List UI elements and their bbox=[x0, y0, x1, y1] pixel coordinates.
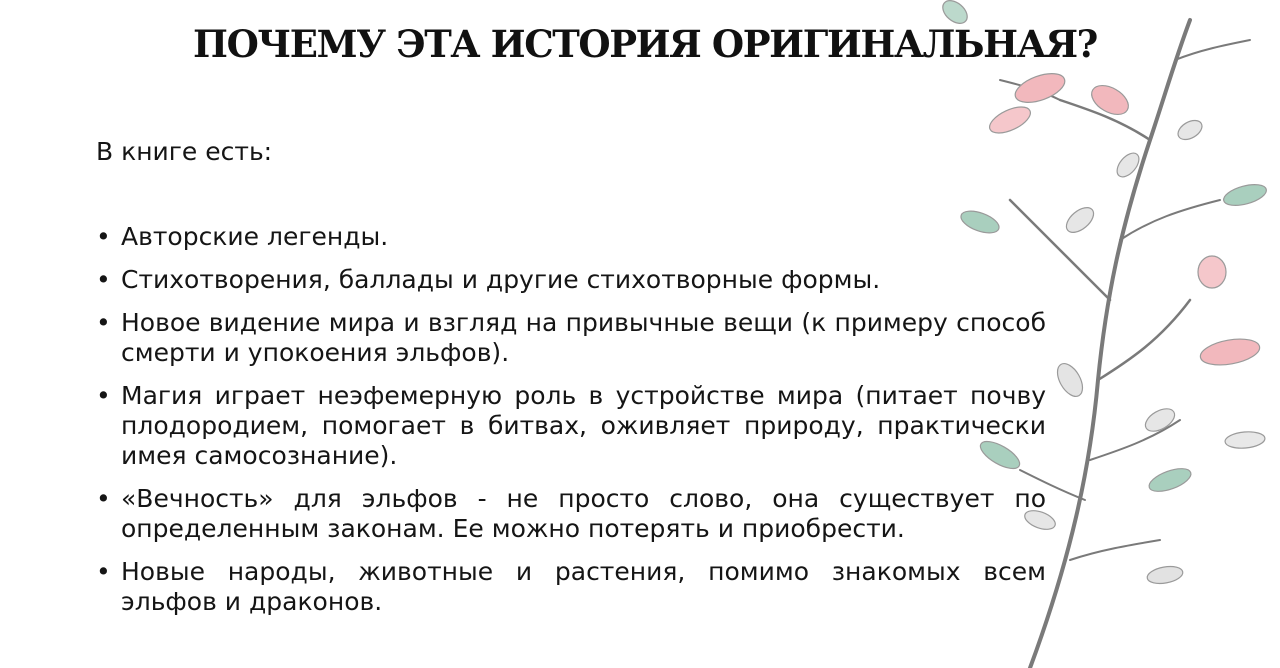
bullet-text: Новые народы, животные и растения, помимо знакомых всем эльфов и драконов. bbox=[121, 557, 1046, 616]
bullet-item bbox=[96, 484, 1046, 544]
bullet-marker: • bbox=[96, 484, 111, 513]
intro-text: В книге есть: bbox=[96, 137, 273, 166]
bullet-item bbox=[96, 222, 1046, 252]
bullet-text: Новое видение мира и взгляд на привычные вещи (к примеру способ смерти и упокоения эльфов). bbox=[121, 308, 1046, 367]
bullet-marker: • bbox=[96, 222, 111, 251]
bullet-text: «Вечность» для эльфов - не просто слово, она существует по определенным законам. Ее можно потерять и приобрести. bbox=[121, 484, 1046, 543]
bullet-text: Авторские легенды. bbox=[121, 222, 389, 251]
bullet-list bbox=[96, 222, 1046, 630]
bullet-marker: • bbox=[96, 265, 111, 294]
bullet-text: Магия играет неэфемерную роль в устройстве мира (питает почву плодородием, помогает в битвах, оживляет природу, практически имея самосознание). bbox=[121, 381, 1046, 470]
bullet-item bbox=[96, 265, 1046, 295]
bullet-text: Стихотворения, баллады и другие стихотворные формы. bbox=[121, 265, 881, 294]
bullet-marker: • bbox=[96, 381, 111, 410]
bullet-item bbox=[96, 557, 1046, 617]
slide-title: ПОЧЕМУ ЭТА ИСТОРИЯ ОРИГИНАЛЬНАЯ? bbox=[193, 22, 1097, 66]
bullet-item bbox=[96, 308, 1046, 368]
bullet-marker: • bbox=[96, 308, 111, 337]
bullet-marker: • bbox=[96, 557, 111, 586]
bullet-item bbox=[96, 381, 1046, 471]
